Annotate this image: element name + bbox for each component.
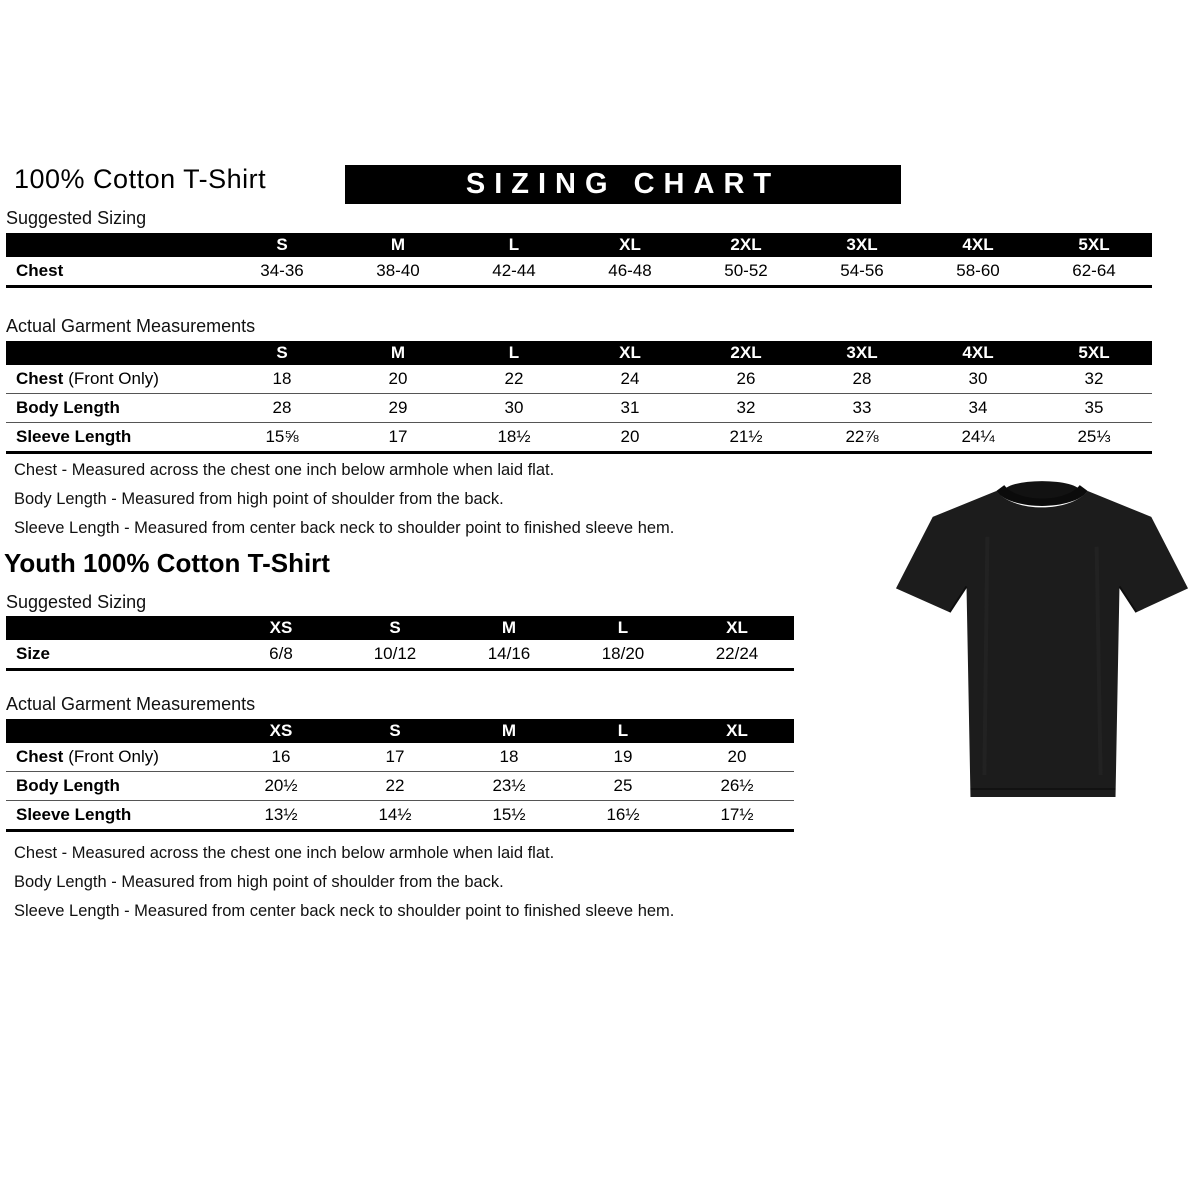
size-column-header: L <box>617 618 629 637</box>
cell-value: 58-60 <box>956 261 1000 280</box>
cell-value: 24 <box>620 369 640 388</box>
cell-value: 14/16 <box>487 644 531 663</box>
cell-value: 28 <box>272 398 292 417</box>
measurement-note: Chest - Measured across the chest one inch below armhole when laid flat. <box>14 461 555 479</box>
cell-value: 33 <box>852 398 872 417</box>
size-column-header: XL <box>726 618 748 637</box>
cell-value: 15½ <box>492 805 526 824</box>
size-column-header: XS <box>269 721 293 740</box>
table-row <box>6 640 794 671</box>
size-column-header: L <box>617 721 629 740</box>
row-label: Sleeve Length <box>16 427 132 446</box>
adult-suggested-header-row <box>6 233 1152 257</box>
measurement-note: Body Length - Measured from high point of shoulder from the back. <box>14 873 504 891</box>
row-label: Chest <box>16 261 64 280</box>
table-row <box>6 772 794 801</box>
size-column-header: 3XL <box>846 235 878 254</box>
cell-value: 38-40 <box>376 261 420 280</box>
youth-suggested-label: Suggested Sizing <box>6 592 147 612</box>
youth-garment-table <box>6 719 794 832</box>
table-row <box>6 394 1152 423</box>
adult-garment-label: Actual Garment Measurements <box>6 316 256 336</box>
youth-garment-label: Actual Garment Measurements <box>6 694 256 714</box>
measurement-note: Body Length - Measured from high point of shoulder from the back. <box>14 490 504 508</box>
cell-value: 20 <box>727 747 747 766</box>
size-column-header: S <box>389 721 401 740</box>
cell-value: 13½ <box>264 805 298 824</box>
cell-value: 31 <box>620 398 640 417</box>
cell-value: 22⅞ <box>845 427 879 446</box>
cell-value: 19 <box>613 747 633 766</box>
adult-suggested-label: Suggested Sizing <box>6 208 147 228</box>
cell-value: 26 <box>736 369 756 388</box>
cell-value: 30 <box>504 398 524 417</box>
cell-value: 46-48 <box>608 261 652 280</box>
measurement-note: Sleeve Length - Measured from center back neck to shoulder point to finished sleeve hem. <box>14 902 675 920</box>
cell-value: 20½ <box>264 776 298 795</box>
size-column-header: S <box>276 235 288 254</box>
size-column-header: L <box>508 235 520 254</box>
table-row <box>6 743 794 772</box>
cell-value: 17 <box>385 747 405 766</box>
cell-value: 34 <box>968 398 988 417</box>
cell-value: 30 <box>968 369 988 388</box>
size-column-header: 5XL <box>1078 235 1110 254</box>
cell-value: 50-52 <box>724 261 768 280</box>
adult-garment-table <box>6 341 1152 454</box>
size-column-header: M <box>501 721 517 740</box>
cell-value: 15⅝ <box>265 427 299 446</box>
cell-value: 21½ <box>729 427 763 446</box>
size-column-header: 5XL <box>1078 343 1110 362</box>
cell-value: 14½ <box>378 805 412 824</box>
youth-garment-header-row <box>6 719 794 743</box>
table-row <box>6 365 1152 394</box>
table-row <box>6 423 1152 454</box>
size-column-header: XL <box>619 235 641 254</box>
youth-suggested-table <box>6 616 794 671</box>
cell-value: 20 <box>620 427 640 446</box>
cell-value: 16 <box>271 747 291 766</box>
cell-value: 28 <box>852 369 872 388</box>
cell-value: 10/12 <box>373 644 417 663</box>
cell-value: 16½ <box>606 805 640 824</box>
adult-title: 100% Cotton T-Shirt <box>14 164 267 194</box>
cell-value: 25 <box>613 776 633 795</box>
row-label: Sleeve Length <box>16 805 132 824</box>
cell-value: 18 <box>499 747 519 766</box>
table-row <box>6 257 1152 288</box>
row-label: Chest (Front Only) <box>16 747 159 766</box>
cell-value: 17½ <box>720 805 754 824</box>
cell-value: 32 <box>736 398 756 417</box>
size-column-header: 2XL <box>730 343 762 362</box>
size-column-header: XL <box>619 343 641 362</box>
cell-value: 20 <box>388 369 408 388</box>
measurement-note: Sleeve Length - Measured from center back neck to shoulder point to finished sleeve hem. <box>14 519 675 537</box>
cell-value: 26½ <box>720 776 754 795</box>
adult-garment-header-row <box>6 341 1152 365</box>
cell-value: 34-36 <box>260 261 304 280</box>
youth-suggested-header-row <box>6 616 794 640</box>
adult-suggested-table <box>6 233 1152 288</box>
cell-value: 29 <box>388 398 408 417</box>
cell-value: 18 <box>272 369 292 388</box>
table-row <box>6 801 794 832</box>
cell-value: 54-56 <box>840 261 884 280</box>
size-column-header: M <box>501 618 517 637</box>
size-column-header: 4XL <box>962 235 994 254</box>
sizing-chart-banner <box>345 165 901 204</box>
cell-value: 22/24 <box>715 644 759 663</box>
cell-value: 62-64 <box>1072 261 1116 280</box>
size-column-header: 4XL <box>962 343 994 362</box>
row-label: Body Length <box>16 398 120 417</box>
row-label: Size <box>16 644 51 663</box>
cell-value: 18½ <box>497 427 531 446</box>
size-column-header: XS <box>269 618 293 637</box>
size-column-header: M <box>390 235 406 254</box>
measurement-note: Chest - Measured across the chest one inch below armhole when laid flat. <box>14 844 555 862</box>
size-column-header: S <box>389 618 401 637</box>
size-column-header: XL <box>726 721 748 740</box>
size-column-header: L <box>508 343 520 362</box>
row-label: Body Length <box>16 776 120 795</box>
cell-value: 25⅓ <box>1077 427 1111 446</box>
size-column-header: 2XL <box>730 235 762 254</box>
size-column-header: 3XL <box>846 343 878 362</box>
size-column-header: M <box>390 343 406 362</box>
cell-value: 22 <box>504 369 524 388</box>
youth-title: Youth 100% Cotton T-Shirt <box>4 548 330 578</box>
cell-value: 17 <box>388 427 408 446</box>
sizing-chart-banner-text: SIZING CHART <box>465 168 781 200</box>
t-shirt-image <box>893 476 1191 816</box>
cell-value: 18/20 <box>601 644 645 663</box>
cell-value: 24¼ <box>961 427 995 446</box>
cell-value: 32 <box>1084 369 1104 388</box>
cell-value: 23½ <box>492 776 526 795</box>
row-label: Chest (Front Only) <box>16 369 159 388</box>
cell-value: 6/8 <box>269 644 293 663</box>
cell-value: 35 <box>1084 398 1104 417</box>
cell-value: 22 <box>385 776 405 795</box>
cell-value: 42-44 <box>492 261 536 280</box>
size-column-header: S <box>276 343 288 362</box>
